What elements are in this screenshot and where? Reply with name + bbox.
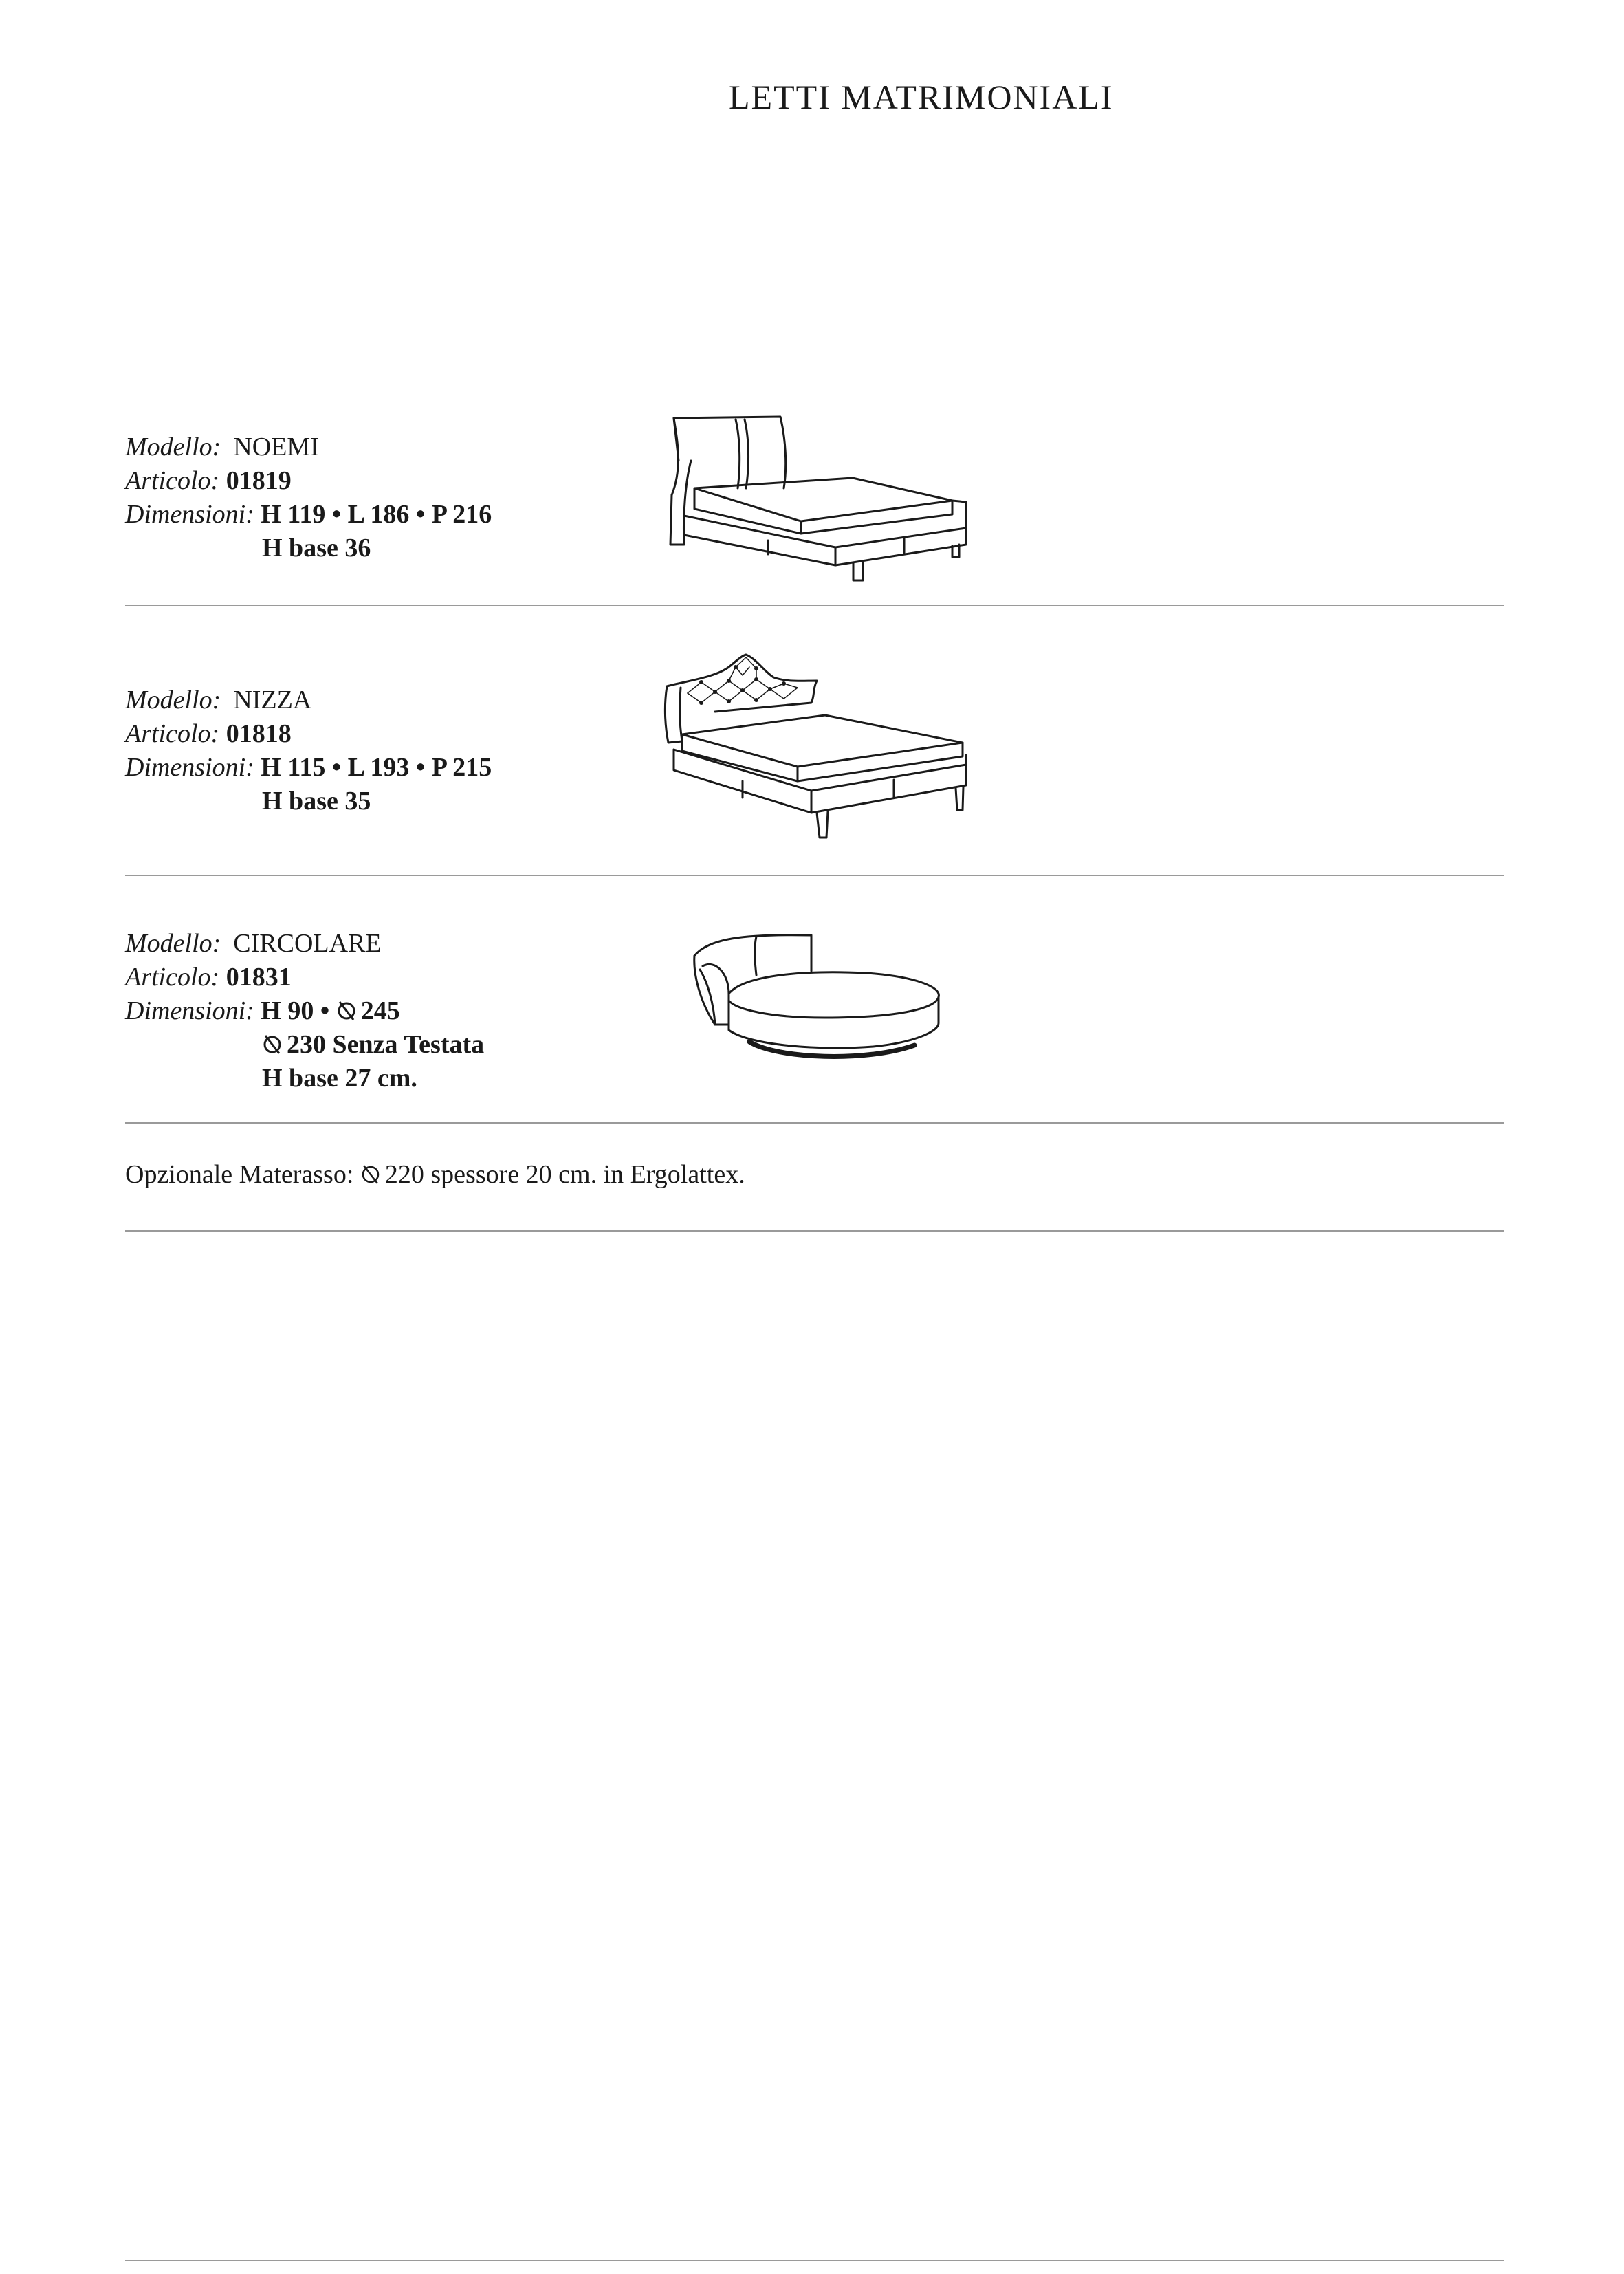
base-height-value: H base 27 cm. (262, 1064, 417, 1093)
dimensions-value: H 115 • L 193 • P 215 (261, 753, 492, 782)
page-title: LETTI MATRIMONIALI (729, 78, 1114, 116)
diameter-symbol-icon (262, 1034, 283, 1055)
dimensions-label: Dimensioni: (125, 996, 254, 1025)
dimensions-value: H 119 • L 186 • P 216 (261, 500, 492, 529)
note-text: 220 spessore 20 cm. in Ergolattex. (384, 1160, 745, 1189)
article-code: 01831 (226, 963, 292, 992)
note-prefix: Opzionale Materasso: (125, 1160, 354, 1189)
divider (125, 1230, 1504, 1232)
product-entry-noemi (125, 430, 492, 565)
article-label: Articolo: (125, 719, 220, 748)
dimensions-value: H 90 • (261, 996, 330, 1025)
base-height-value: H base 36 (262, 534, 371, 562)
tufted-bed-drawing (660, 653, 969, 846)
dimensions-label: Dimensioni: (125, 500, 254, 529)
divider (125, 1122, 1504, 1124)
product-entry-nizza (125, 684, 492, 818)
article-code: 01818 (226, 719, 292, 748)
diameter-no-headboard-value: 230 Senza Testata (287, 1030, 485, 1059)
round-bed-drawing (688, 928, 949, 1080)
divider (125, 875, 1504, 876)
model-label: Modello: (125, 929, 221, 958)
model-label: Modello: (125, 686, 221, 714)
product-entry-circolare (125, 927, 484, 1095)
footer-divider (125, 2260, 1504, 2261)
article-label: Articolo: (125, 466, 220, 495)
article-label: Articolo: (125, 963, 220, 992)
article-code: 01819 (226, 466, 292, 495)
base-height-value: H base 35 (262, 787, 371, 816)
mattress-note (125, 1159, 745, 1190)
diameter-value: 245 (360, 996, 400, 1025)
dimensions-label: Dimensioni: (125, 753, 254, 782)
diameter-symbol-icon (336, 1001, 357, 1021)
divider (125, 605, 1504, 606)
diameter-symbol-icon (360, 1164, 381, 1185)
model-label: Modello: (125, 433, 221, 461)
model-name: NOEMI (233, 433, 319, 461)
model-name: CIRCOLARE (233, 929, 382, 958)
model-name: NIZZA (233, 686, 312, 714)
double-bed-drawing (663, 413, 973, 584)
